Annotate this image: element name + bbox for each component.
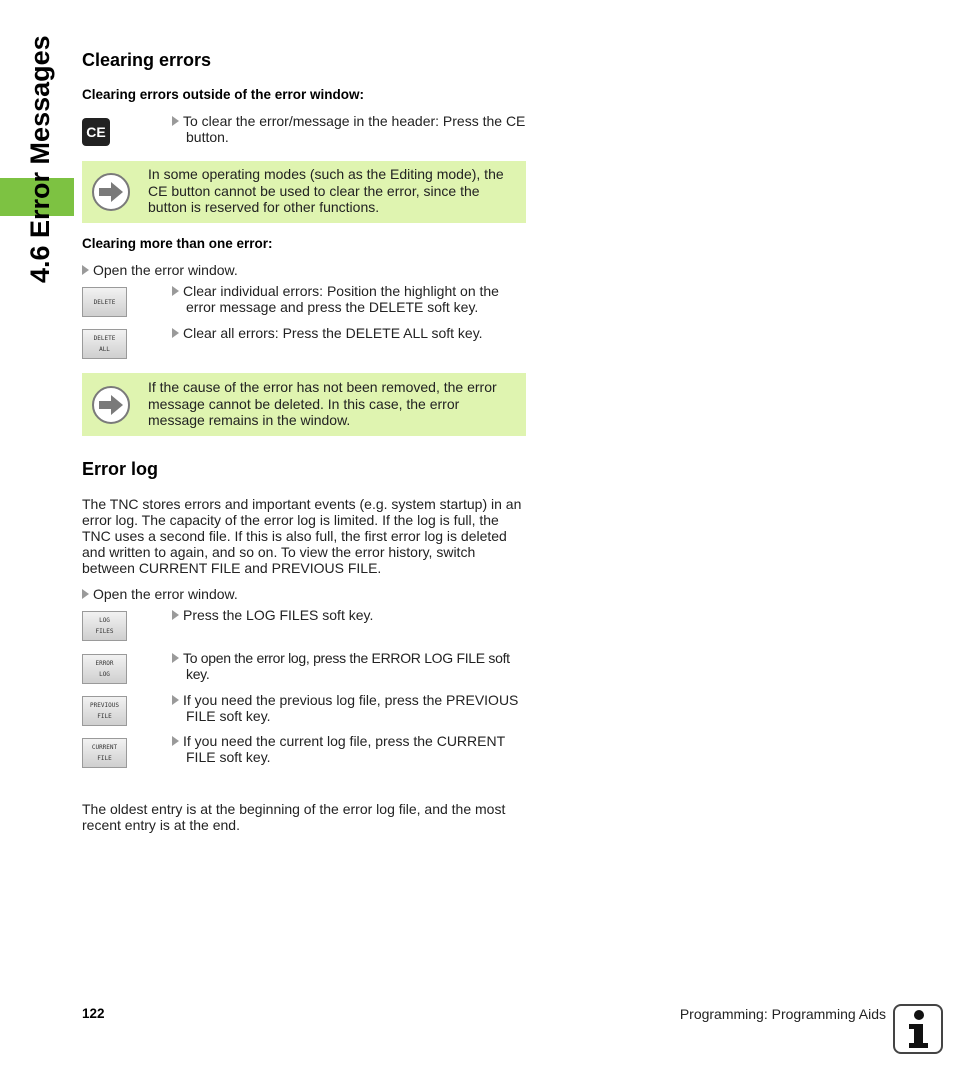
- previous-file-softkey-icon: [82, 696, 127, 726]
- error-log-softkey-icon: [82, 654, 127, 684]
- step-open-window: [82, 586, 536, 602]
- softkey-label-line1: LOG: [99, 617, 110, 624]
- softkey-label-line2: LOG: [99, 671, 110, 678]
- step-delete: [172, 283, 531, 315]
- side-tab-title: 4.6 Error Messages: [25, 35, 55, 283]
- softkey-label-line2: ALL: [99, 346, 110, 353]
- note-text: In some operating modes (such as the Editing mode), the CE button cannot be used to clear the error, since the button is reserved for other functions.: [148, 166, 504, 215]
- section-heading-clearing-errors: Clearing errors: [82, 50, 212, 70]
- softkey-label-line2: FILE: [97, 755, 112, 762]
- step-text: Open the error window.: [93, 262, 238, 278]
- arrow-right-icon: [92, 173, 130, 211]
- delete-softkey-icon: [82, 287, 127, 317]
- note-text: If the cause of the error has not been removed, the error message cannot be deleted. In this case, the error message remains in the window.: [148, 379, 497, 428]
- step-text: To clear the error/message in the header: Press the CE button.: [183, 113, 526, 145]
- subheading-more-than-one: Clearing more than one error:: [82, 236, 273, 251]
- delete-all-softkey-icon: [82, 329, 127, 359]
- log-files-softkey-icon: [82, 611, 127, 641]
- bullet-triangle-icon: [172, 286, 179, 296]
- softkey-label-line1: DELETE: [93, 335, 116, 342]
- step-text: To open the error log, press the ERROR LOG FILE soft key.: [183, 650, 510, 682]
- ce-key-label: CE: [86, 124, 106, 140]
- bullet-triangle-icon: [172, 328, 179, 338]
- step-text: Press the LOG FILES soft key.: [183, 607, 374, 623]
- bullet-triangle-icon: [172, 695, 179, 705]
- arrow-right-icon: [92, 386, 130, 424]
- chapter-title: Programming: Programming Aids: [679, 1006, 886, 1022]
- ce-key-icon: [82, 118, 110, 146]
- page-number: 122: [82, 1006, 105, 1021]
- step-text: Clear all errors: Press the DELETE ALL soft key.: [183, 325, 483, 341]
- bullet-triangle-icon: [172, 610, 179, 620]
- note-box: [82, 161, 526, 223]
- softkey-label-line2: FILE: [97, 713, 112, 720]
- softkey-label-line1: PREVIOUS: [90, 702, 119, 709]
- step-text: If you need the previous log file, press the PREVIOUS FILE soft key.: [183, 692, 519, 724]
- bullet-triangle-icon: [172, 653, 179, 663]
- step-delete-all: [172, 325, 531, 341]
- softkey-label-line1: ERROR: [95, 660, 114, 667]
- bullet-triangle-icon: [82, 589, 89, 599]
- step-text: If you need the current log file, press the CURRENT FILE soft key.: [183, 733, 505, 765]
- softkey-label-line1: CURRENT: [91, 744, 118, 751]
- section-heading-error-log: Error log: [82, 459, 159, 479]
- note-box: [82, 373, 526, 436]
- step-previous-file: [172, 692, 531, 724]
- step-text: Open the error window.: [93, 586, 238, 602]
- bullet-triangle-icon: [172, 116, 179, 126]
- info-icon: [893, 1004, 943, 1054]
- step-error-log: [172, 650, 531, 682]
- current-file-softkey-icon: [82, 738, 127, 768]
- step-current-file: [172, 733, 531, 765]
- error-log-intro: The TNC stores errors and important events (e.g. system startup) in an error log. The capacity of the error log is limited. If the log is full, the TNC uses a second file. If this is also full, the first error log is deleted and written to again, and so on. To view the error history, switch between CURRENT FILE and PREVIOUS FILE.: [82, 496, 522, 576]
- softkey-label: DELETE: [93, 298, 116, 306]
- bullet-triangle-icon: [82, 265, 89, 275]
- softkey-label-line2: FILES: [95, 628, 114, 635]
- subheading-outside-window: Clearing errors outside of the error window:: [82, 87, 365, 102]
- step-text: Clear individual errors: Position the highlight on the error message and press the DELETE soft key.: [183, 283, 499, 315]
- error-log-closing: The oldest entry is at the beginning of the error log file, and the most recent entry is at the end.: [82, 801, 506, 833]
- step-log-files: [172, 607, 531, 623]
- bullet-triangle-icon: [172, 736, 179, 746]
- step-open-window: [82, 262, 536, 278]
- step-ce-clear: [172, 113, 531, 145]
